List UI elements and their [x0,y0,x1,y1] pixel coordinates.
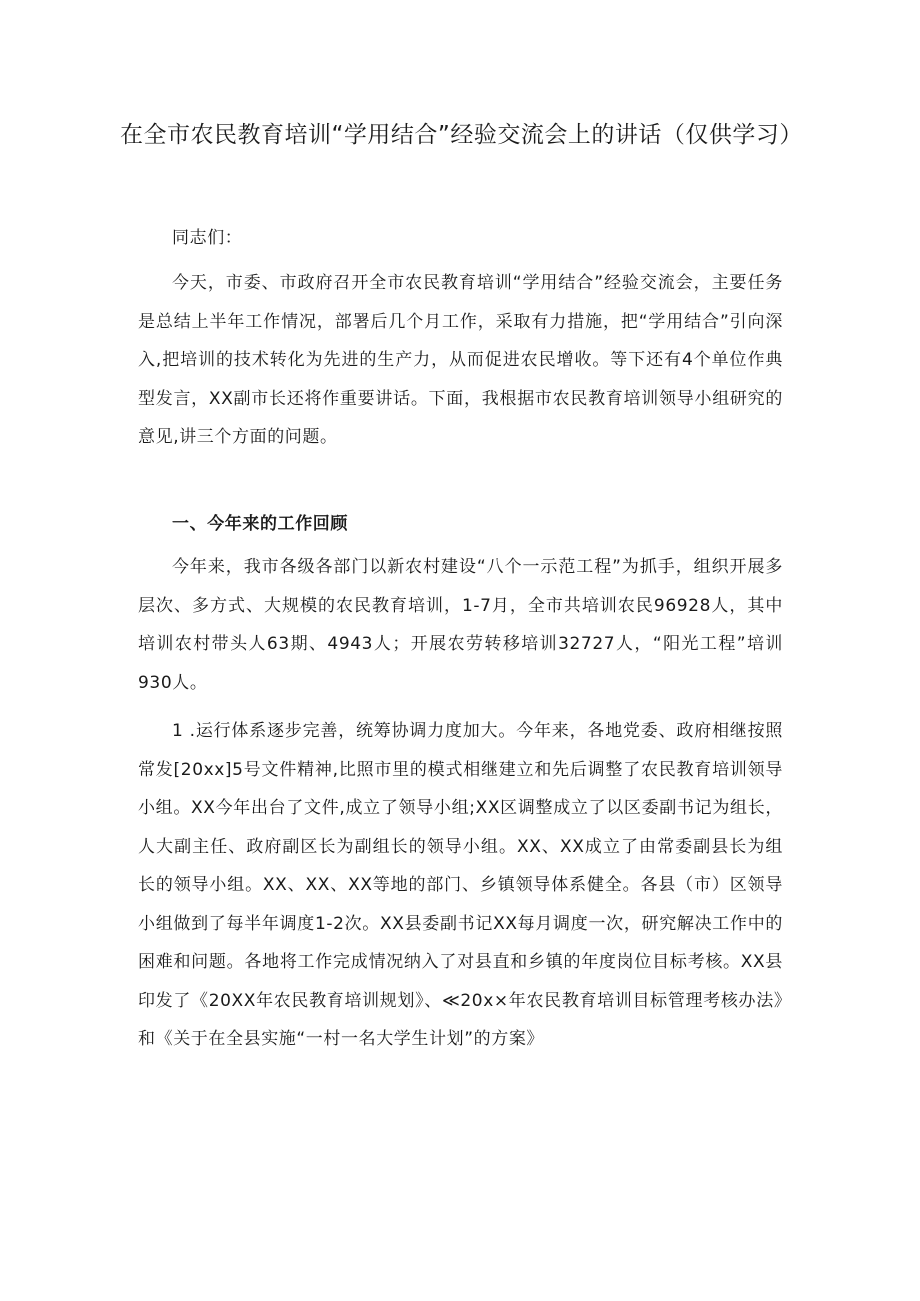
section-heading: 一、今年来的工作回顾 [172,514,348,534]
section-paragraph: 1 .运行体系逐步完善，统筹协调力度加大。今年来，各地党委、政府相继按照常发[20xx]5号文件精神,比照市里的模式相继建立和先后调整了农民教育培训领导小组。XX今年出台了文件,成立了领导小组;XX区调整成立了以区委副书记为组长，人大副主任、政府副区长为副组长的领导小组。XX、XX成立了由常委副县长为组长的领导小组。XX、XX、XX等地的部门、乡镇领导体系健全。各县（市）区领导小组做到了每半年调度1-2次。XX县委副书记XX每月调度一次，研究解决工作中的困难和问题。各地将工作完成情况纳入了对县直和乡镇的年度岗位目标考核。XX县印发了《20XX年农民教育培训规划》、≪20x×年农民教育培训目标管理考核办法》和《关于在全县实施“一村一名大学生计划”的方案》 [138,721,783,1049]
salutation: 同志们： [172,228,243,248]
opening-paragraph: 今天，市委、市政府召开全市农民教育培训“学用结合”经验交流会，主要任务是总结上半年工作情况，部署后几个月工作，采取有力措施，把“学用结合”引向深入,把培训的技术转化为先进的生产力，从而促进农民增收。等下还有4个单位作典型发言，XX副市长还将作重要讲话。下面，我根据市农民教育培训领导小组研究的意见,讲三个方面的问题。 [138,273,783,447]
section-paragraph: 今年来，我市各级各部门以新农村建设“八个一示范工程”为抓手，组织开展多层次、多方式、大规模的农民教育培训，1-7月，全市共培训农民96928人，其中培训农村带头人63期、4943人；开展农劳转移培训32727人，“阳光工程”培训930人。 [138,557,783,693]
document-title: 在全市农民教育培训“学用结合”经验交流会上的讲话（仅供学习） [120,122,803,148]
